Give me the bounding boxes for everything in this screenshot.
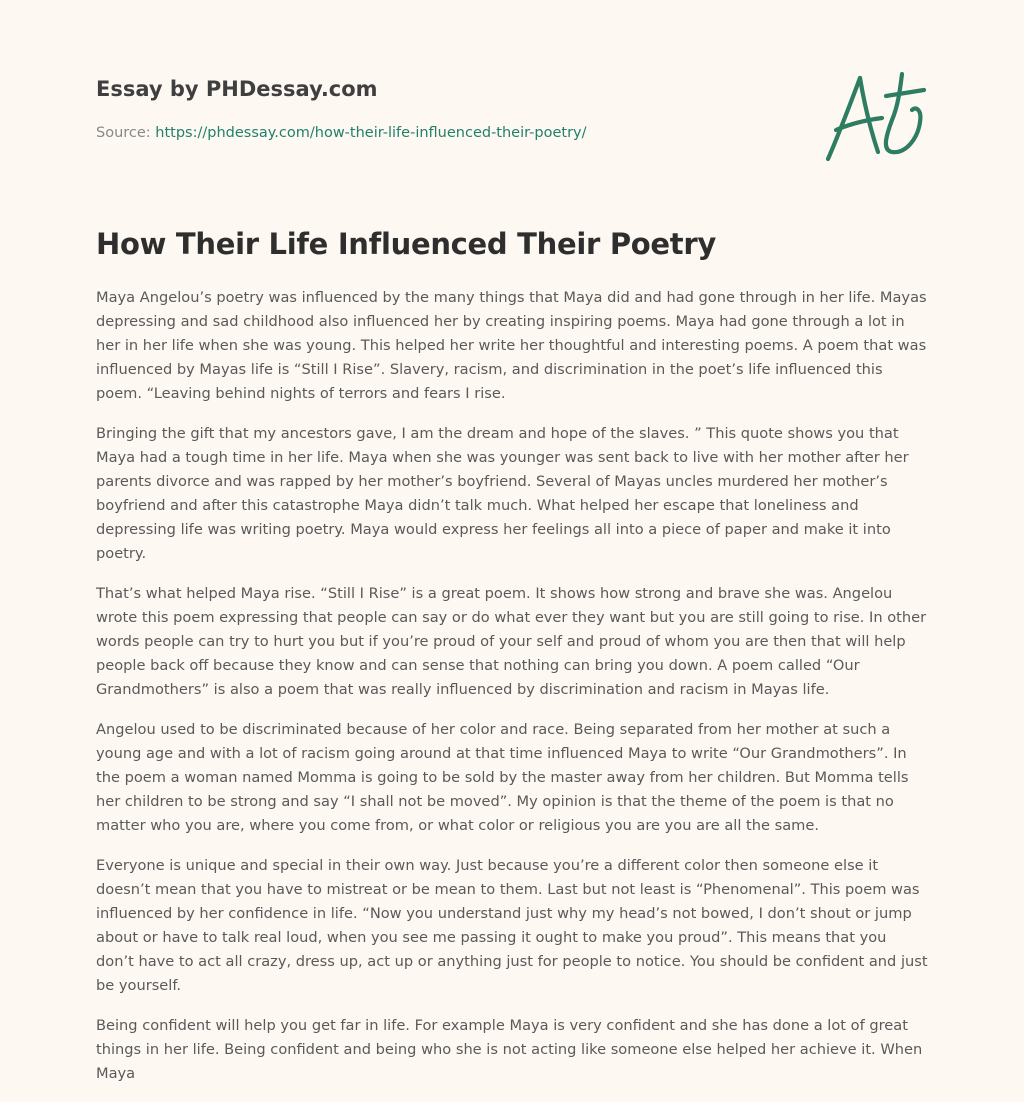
essay-title: How Their Life Influenced Their Poetry xyxy=(96,227,716,261)
site-brand: Essay by PHDessay.com xyxy=(96,77,378,101)
essay-paragraph: That’s what helped Maya rise. “Still I Rise” is a great poem. It shows how strong and brave she was. Angelou wrote this poem expressing that people can say or do what ever they want but you are still going to rise. In other words people can try to hurt you but if you’re proud of your self and proud of whom you are then that will help people back off because they know and can sense that nothing can bring you down. A poem called “Our Grandmothers” is also a poem that was really influenced by discrimination and racism in Mayas life. xyxy=(96,585,927,698)
source-link[interactable]: https://phdessay.com/how-their-life-influenced-their-poetry/ xyxy=(155,125,587,141)
a-plus-logo-icon xyxy=(820,66,930,166)
essay-body xyxy=(96,286,928,1102)
essay-paragraph: Bringing the gift that my ancestors gave, I am the dream and hope of the slaves. ” This quote shows you that Maya had a tough time in her life. Maya when she was younger was sent back to live with her mother after her parents divorce and was rapped by her mother’s boyfriend. Several of Mayas uncles murdered her mother’s boyfriend and after this catastrophe Maya didn’t talk much. What helped her escape that loneliness and depressing life was writing poetry. Maya would express her feelings all into a piece of paper and make it into poetry. xyxy=(96,425,909,562)
essay-paragraph: Being confident will help you get far in life. For example Maya is very confident and she has done a lot of great things in her life. Being confident and being who she is not acting like someone else helped her achieve it. When Maya xyxy=(96,1017,923,1082)
essay-paragraph: Angelou used to be discriminated because of her color and race. Being separated from her mother at such a young age and with a lot of racism going around at that time influenced Maya to write “Our Grandmothers”. In the poem a woman named Momma is going to be sold by the master away from her children. But Momma tells her children to be strong and say “I shall not be moved”. My opinion is that the theme of the poem is that no matter who you are, where you come from, or what color or religious you are you are all the same. xyxy=(96,721,909,834)
source-line xyxy=(96,123,796,143)
essay-paragraph: Everyone is unique and special in their own way. Just because you’re a different color then someone else it doesn’t mean that you have to mistreat or be mean to them. Last but not least is “Phenomenal”. This poem was influenced by her confidence in life. “Now you understand just why my head’s not bowed, I don’t shout or jump about or have to talk real loud, when you see me passing it ought to make you proud”. This means that you don’t have to act all crazy, dress up, act up or anything just for people to notice. You should be confident and just be yourself. xyxy=(96,857,928,994)
source-label: Source: xyxy=(96,125,156,141)
essay-paragraph: Maya Angelou’s poetry was influenced by the many things that Maya did and had gone through in her life. Mayas depressing and sad childhood also influenced her by creating inspiring poems. Maya had gone through a lot in her in her life when she was young. This helped her write her thoughtful and interesting poems. A poem that was influenced by Mayas life is “Still I Rise”. Slavery, racism, and discrimination in the poet’s life influenced this poem. “Leaving behind nights of terrors and fears I rise. xyxy=(96,289,927,402)
page-header xyxy=(96,74,796,143)
